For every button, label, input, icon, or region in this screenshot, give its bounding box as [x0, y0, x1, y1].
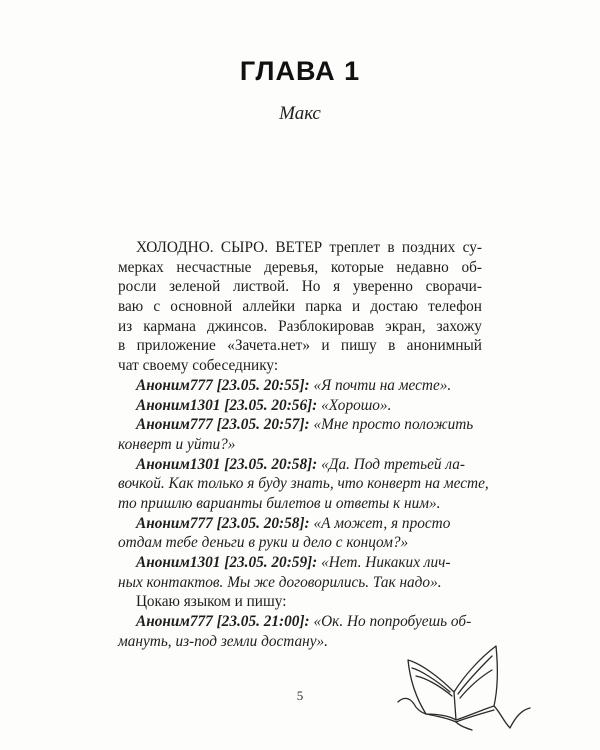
text-line: [118, 317, 482, 337]
chat-message-continuation: [118, 474, 489, 494]
word: деревья,: [264, 258, 319, 276]
message-text: «Хорошо».: [317, 396, 392, 414]
message-text: «Нет. Никаких лич-: [317, 554, 451, 571]
chat-message: [118, 396, 482, 416]
word: захожу: [436, 317, 482, 335]
word: которые: [330, 258, 384, 276]
message-author: Аноним1301 [23.05. 20:59]:: [136, 554, 318, 571]
message-author: Аноним777 [23.05. 21:00]:: [136, 613, 310, 631]
word: СЫРО.: [220, 239, 269, 256]
word: с: [153, 298, 161, 316]
word: я: [333, 278, 341, 296]
chat-message: [118, 553, 482, 573]
message-text: вочкой. Как только я буду знать, что конверт на месте,: [118, 475, 489, 493]
text-line: [118, 277, 482, 297]
text-line: [118, 336, 482, 356]
word: росли: [118, 278, 157, 296]
page-number: 5: [296, 688, 304, 703]
chat-message-continuation: [118, 435, 482, 455]
word: ВЕТЕР: [275, 239, 323, 256]
word: чат своему собеседнику:: [118, 357, 279, 375]
message-text: отдам тебе деньги в руки и дело с концом?»: [118, 534, 409, 552]
word: ХОЛОДНО.: [136, 239, 214, 256]
word: поздних: [401, 239, 456, 256]
word: несчастные: [176, 258, 252, 276]
message-author: Аноним777 [23.05. 20:57]:: [136, 416, 310, 434]
chat-message: [118, 612, 482, 632]
message-text: «Ок. Но попробуешь об-: [309, 613, 472, 631]
word: Разблокировав: [278, 317, 375, 335]
word: пишу: [340, 337, 377, 355]
chapter-body-text: [118, 238, 489, 651]
chat-message: [118, 455, 482, 475]
narration: Цокаю языком и пишу:: [136, 593, 287, 611]
message-text: «Да. Под третьей ла-: [317, 455, 465, 473]
chat-message-continuation: [118, 494, 482, 514]
message-text: «А может, я просто: [309, 514, 451, 532]
chat-message: [118, 415, 482, 435]
message-text: ных контактов. Мы же договорились. Так надо».: [118, 573, 442, 591]
word: «Зачета.нет»: [227, 337, 310, 355]
word: Но: [301, 278, 321, 296]
text-line: [118, 238, 482, 258]
text-line: [118, 356, 482, 376]
word: и: [352, 298, 361, 316]
word: аллейки: [242, 298, 296, 316]
word: телефон: [428, 298, 482, 316]
word: мерках: [118, 258, 164, 276]
chat-message-continuation: [118, 573, 482, 593]
word: анонимный: [406, 337, 482, 355]
word: джинсов.: [206, 317, 268, 335]
word: су-: [462, 239, 482, 256]
word: недавно: [396, 258, 449, 276]
message-author: Аноним1301 [23.05. 20:56]:: [136, 396, 318, 414]
chat-message: [118, 376, 482, 396]
message-author: Аноним777 [23.05. 20:58]:: [136, 514, 310, 532]
text-line: [118, 592, 482, 612]
word: достаю: [370, 298, 419, 316]
word: в: [387, 239, 395, 256]
message-text: конверт и уйти?»: [118, 435, 236, 453]
chapter-subtitle: Макс: [279, 103, 321, 124]
word: уверенно: [352, 278, 413, 296]
word: кармана: [143, 317, 196, 335]
word: об-: [461, 258, 482, 276]
word: ваю: [118, 298, 144, 316]
word: основной: [170, 298, 233, 316]
message-text: «Я почти на месте».: [309, 376, 452, 394]
word: из: [118, 317, 133, 335]
message-author: Аноним1301 [23.05. 20:58]:: [136, 455, 318, 473]
word: и: [321, 337, 330, 355]
word: в: [118, 337, 126, 355]
chat-message: [118, 514, 482, 534]
word: экран,: [385, 317, 426, 335]
chat-message-continuation: [118, 533, 482, 553]
text-line: [118, 297, 482, 317]
word: листвой.: [232, 278, 290, 296]
word: парка: [305, 298, 342, 316]
word: приложение: [136, 337, 216, 355]
message-text: то пришлю варианты билетов и ответы к ним».: [118, 494, 441, 512]
message-author: Аноним777 [23.05. 20:55]:: [136, 376, 310, 394]
chapter-title: ГЛАВА 1: [239, 56, 361, 86]
word: в: [388, 337, 396, 355]
word: треплет: [329, 239, 381, 256]
message-text: «Мне просто положить: [309, 416, 474, 434]
word: зеленой: [168, 278, 221, 296]
open-book-icon: [396, 636, 536, 732]
word: сворачи-: [425, 278, 482, 296]
text-line: [118, 258, 482, 278]
message-text: мануть, из-под земли достану».: [118, 632, 329, 650]
